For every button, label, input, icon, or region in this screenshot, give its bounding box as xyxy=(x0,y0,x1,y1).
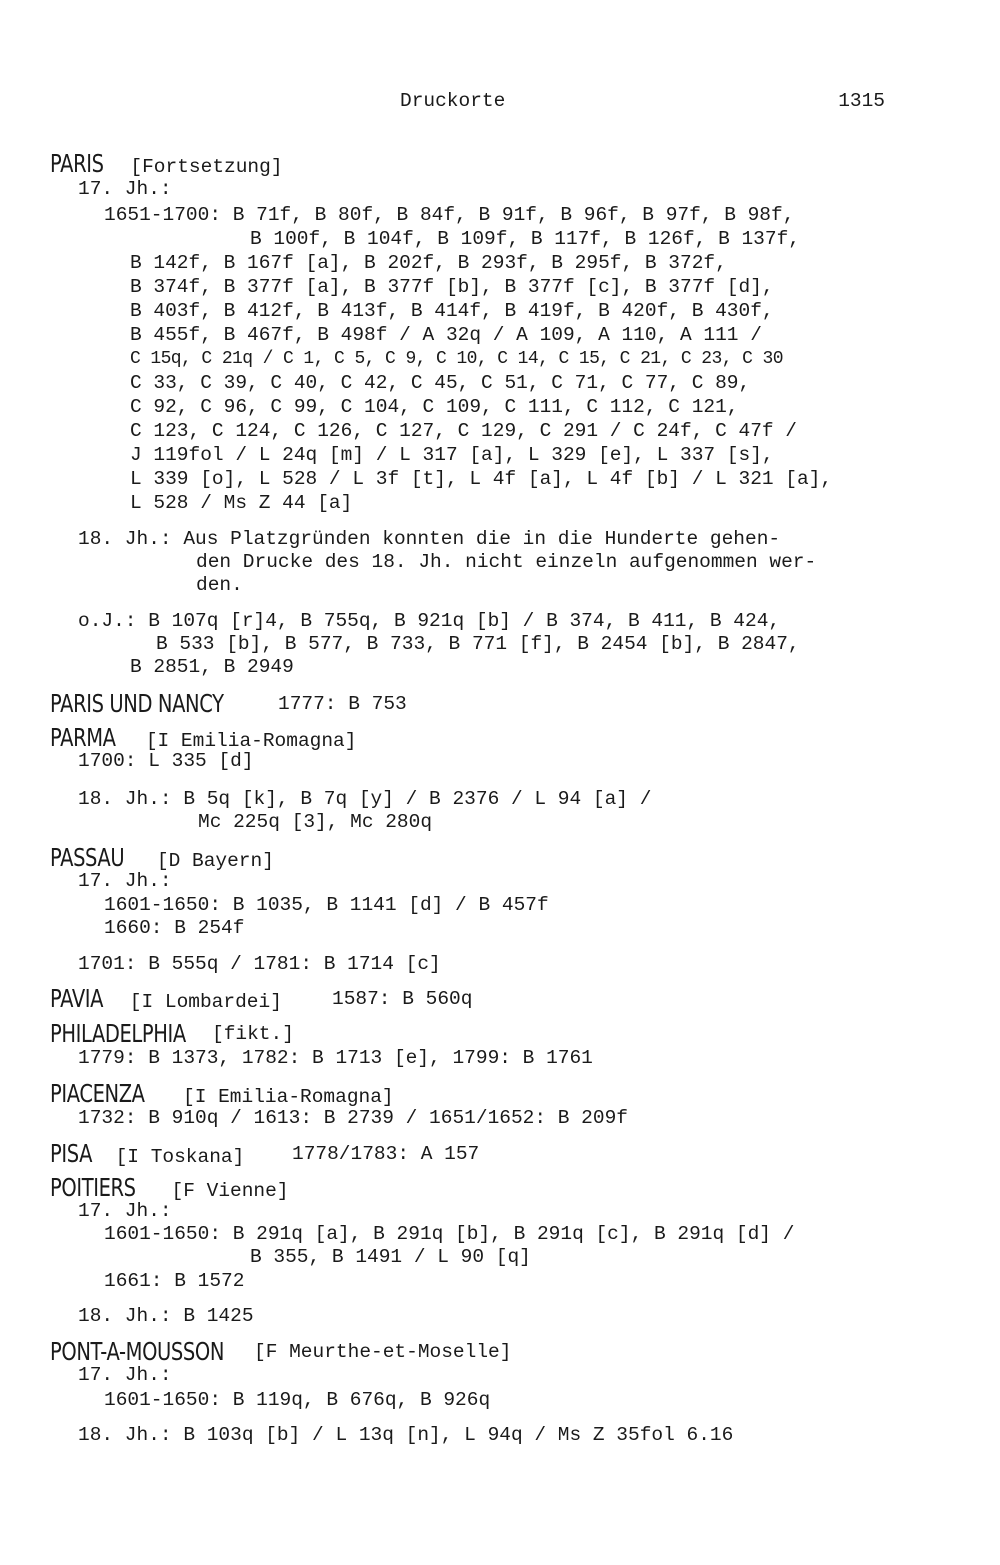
entry-line: B 142f, B 167f [a], B 202f, B 293f, B 295f, B 372f, xyxy=(130,252,727,274)
entry-line: Mc 225q [3], Mc 280q xyxy=(198,811,433,833)
place-note: [I Emilia-Romagna] xyxy=(183,1086,394,1108)
place-note: [D Bayern] xyxy=(156,850,274,872)
place-note: [I Lombardei] xyxy=(129,991,282,1013)
place-name: PHILADELPHIA xyxy=(50,1019,186,1048)
place-name: PARMA xyxy=(50,723,116,752)
entry-line: B 2851, B 2949 xyxy=(130,656,294,678)
entry-line: C 92, C 96, C 99, C 104, C 109, C 111, C 112, C 121, xyxy=(130,396,739,418)
place-name: PISA xyxy=(50,1139,93,1168)
place-name: PASSAU xyxy=(50,843,125,872)
place-name: PIACENZA xyxy=(50,1079,145,1108)
place-name: POITIERS xyxy=(50,1173,136,1202)
entry-line: den Drucke des 18. Jh. nicht einzeln aufgenommen wer- xyxy=(196,551,817,573)
entry-line: 17. Jh.: xyxy=(78,1200,172,1222)
entry-line: 1660: B 254f xyxy=(104,917,245,939)
entry-line: 1732: B 910q / 1613: B 2739 / 1651/1652: B 209f xyxy=(78,1107,628,1129)
place-note: [fikt.] xyxy=(212,1023,294,1045)
entry-heading-pisa xyxy=(50,1139,480,1171)
entry-line: den. xyxy=(196,574,243,596)
entry-line: 18. Jh.: Aus Platzgründen konnten die in die Hunderte gehen- xyxy=(78,528,781,550)
entry-line: L 528 / Ms Z 44 [a] xyxy=(130,492,353,514)
entry-line: 1651-1700: B 71f, B 80f, B 84f, B 91f, B 96f, B 97f, B 98f, xyxy=(104,204,795,226)
place-note: [Fortsetzung] xyxy=(130,156,283,178)
place-name: PARIS UND NANCY xyxy=(50,689,224,718)
running-head-title: Druckorte xyxy=(400,90,506,112)
entry-line: 1601-1650: B 119q, B 676q, B 926q xyxy=(104,1389,491,1411)
entry-line: B 455f, B 467f, B 498f / A 32q / A 109, A 110, A 111 / xyxy=(130,324,762,346)
entry-line: B 374f, B 377f [a], B 377f [b], B 377f [c], B 377f [d], xyxy=(130,276,774,298)
entry-inline-content: 1587: B 560q xyxy=(332,988,473,1010)
entry-heading-pavia xyxy=(50,984,473,1016)
entry-line: L 339 [o], L 528 / L 3f [t], L 4f [a], L 4f [b] / L 321 [a], xyxy=(130,468,833,490)
entry-line: 1601-1650: B 1035, B 1141 [d] / B 457f xyxy=(104,894,549,916)
place-note: [F Meurthe-et-Moselle] xyxy=(254,1341,512,1363)
entry-line: 17. Jh.: xyxy=(78,178,172,200)
entry-inline-content: 1777: B 753 xyxy=(278,693,407,715)
entry-heading-paris-und-nancy xyxy=(50,689,407,721)
entry-line: 1601-1650: B 291q [a], B 291q [b], B 291q [c], B 291q [d] / xyxy=(104,1223,795,1245)
entry-line: 1661: B 1572 xyxy=(104,1270,245,1292)
entry-heading-paris xyxy=(50,150,283,181)
entry-line: 17. Jh.: xyxy=(78,1364,172,1386)
entry-line: o.J.: B 107q [r]4, B 755q, B 921q [b] / B 374, B 411, B 424, xyxy=(78,610,781,632)
place-name: PARIS xyxy=(50,149,104,178)
place-name: PAVIA xyxy=(50,984,104,1013)
page-number: 1315 xyxy=(838,90,885,112)
place-note: [I Toskana] xyxy=(115,1146,245,1168)
entry-line: B 533 [b], B 577, B 733, B 771 [f], B 2454 [b], B 2847, xyxy=(156,633,800,655)
entry-line: B 355, B 1491 / L 90 [q] xyxy=(250,1246,531,1268)
entry-line: 17. Jh.: xyxy=(78,870,172,892)
place-note: [F Vienne] xyxy=(171,1180,289,1202)
entry-line: 1779: B 1373, 1782: B 1713 [e], 1799: B 1761 xyxy=(78,1047,593,1069)
entry-line: 1700: L 335 [d] xyxy=(78,750,254,772)
place-note: [I Emilia-Romagna] xyxy=(145,730,357,752)
entry-line: B 100f, B 104f, B 109f, B 117f, B 126f, B 137f, xyxy=(250,228,800,250)
entry-line: 18. Jh.: B 5q [k], B 7q [y] / B 2376 / L 94 [a] / xyxy=(78,788,652,810)
entry-line: 18. Jh.: B 1425 xyxy=(78,1305,254,1327)
entry-inline-content: 1778/1783: A 157 xyxy=(292,1143,480,1165)
entry-line: C 33, C 39, C 40, C 42, C 45, C 51, C 71, C 77, C 89, xyxy=(130,372,751,394)
entry-line: J 119fol / L 24q [m] / L 317 [a], L 329 [e], L 337 [s], xyxy=(130,444,774,466)
entry-line: B 403f, B 412f, B 413f, B 414f, B 419f, B 420f, B 430f, xyxy=(130,300,774,322)
entry-line: C 15q, C 21q / C 1, C 5, C 9, C 10, C 14, C 15, C 21, C 23, C 30 xyxy=(130,349,783,369)
entry-line: 1701: B 555q / 1781: B 1714 [c] xyxy=(78,953,441,975)
entry-line: C 123, C 124, C 126, C 127, C 129, C 291 / C 24f, C 47f / xyxy=(130,420,798,442)
entry-line: 18. Jh.: B 103q [b] / L 13q [n], L 94q / Ms Z 35fol 6.16 xyxy=(78,1424,734,1446)
place-name: PONT-A-MOUSSON xyxy=(50,1337,225,1366)
